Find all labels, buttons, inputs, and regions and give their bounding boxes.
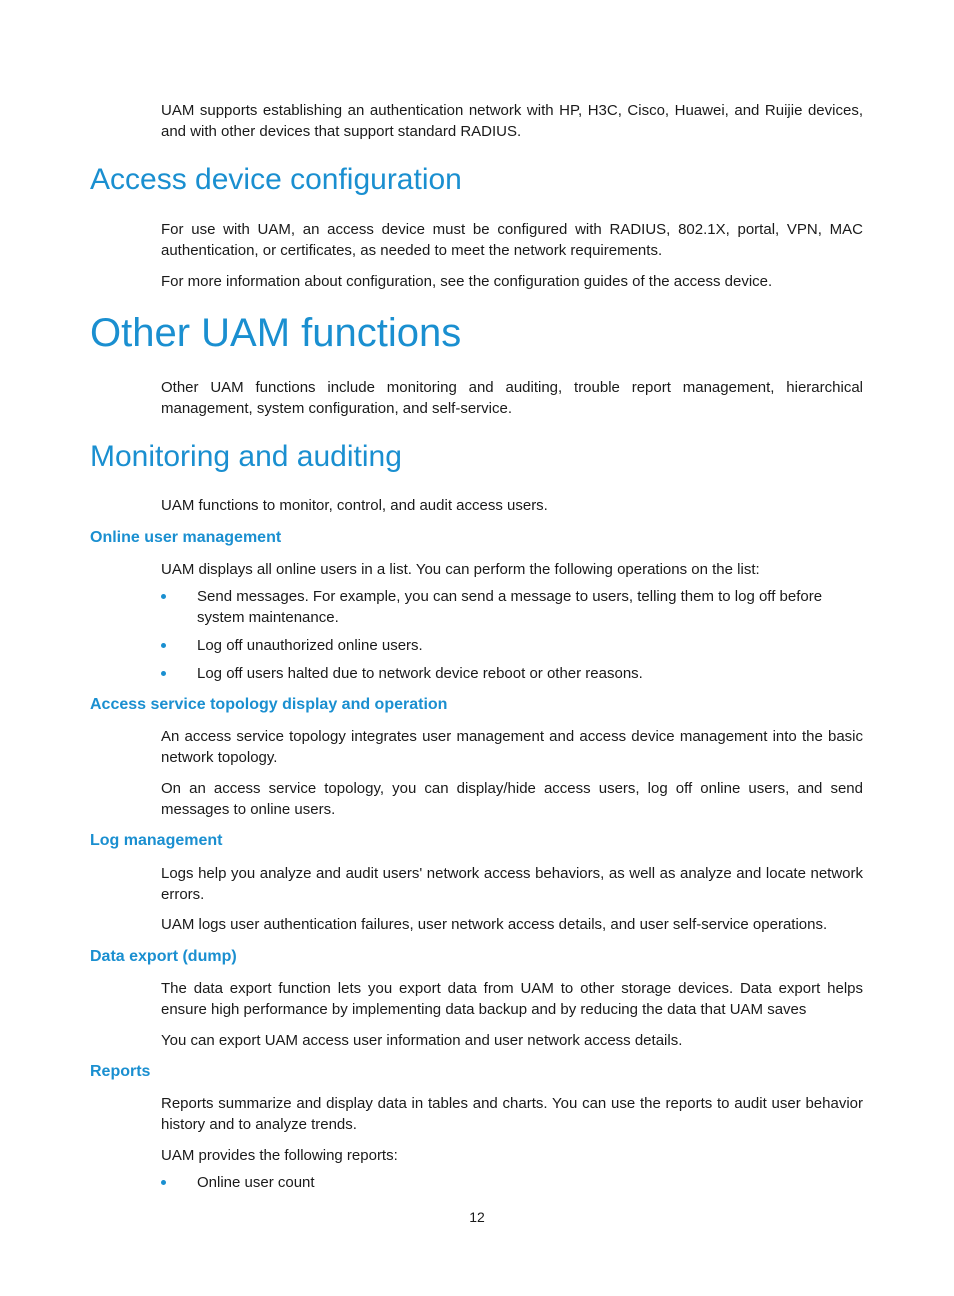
access-config-paragraph-1: For use with UAM, an access device must be configured with RADIUS, 802.1X, portal, VPN, MAC authentication, or certificates, as needed to meet the network requirements. [161, 221, 863, 259]
heading-access-device-configuration: Access device configuration [90, 163, 462, 196]
list-item [161, 663, 863, 684]
list-item-text: Log off unauthorized online users. [197, 637, 423, 654]
reports-paragraph-2: UAM provides the following reports: [161, 1147, 398, 1164]
heading-reports: Reports [90, 1063, 151, 1080]
reports-paragraph-1: Reports summarize and display data in tables and charts. You can use the reports to audit user behavior history and to analyze trends. [161, 1095, 863, 1133]
list-item-text: Log off users halted due to network device reboot or other reasons. [197, 665, 643, 682]
page-number: 12 [469, 1209, 485, 1225]
data-export-paragraph-2: You can export UAM access user information and user network access details. [161, 1032, 683, 1049]
list-item [161, 635, 863, 656]
log-paragraph-2: UAM logs user authentication failures, user network access details, and user self-service operations. [161, 916, 828, 933]
list-item [161, 1172, 863, 1193]
heading-data-export: Data export (dump) [90, 948, 237, 965]
heading-access-service-topology: Access service topology display and operation [90, 696, 448, 713]
list-item-text: Online user count [197, 1174, 315, 1191]
list-item [161, 586, 863, 628]
monitoring-paragraph: UAM functions to monitor, control, and audit access users. [161, 497, 548, 514]
list-item-text: Send messages. For example, you can send a message to users, telling them to log off before system maintenance. [197, 588, 823, 626]
other-uam-paragraph: Other UAM functions include monitoring and auditing, trouble report management, hierarchical management, system configuration, and self-service. [161, 379, 863, 417]
bullet-dot-icon [161, 1180, 166, 1185]
heading-monitoring-and-auditing: Monitoring and auditing [90, 440, 402, 473]
heading-other-uam-functions: Other UAM functions [90, 311, 462, 355]
bullet-dot-icon [161, 671, 166, 676]
log-paragraph-1: Logs help you analyze and audit users' network access behaviors, as well as analyze and locate network errors. [161, 865, 863, 903]
topology-paragraph-1: An access service topology integrates user management and access device management into the basic network topology. [161, 728, 863, 766]
online-user-paragraph: UAM displays all online users in a list. You can perform the following operations on the list: [161, 561, 760, 578]
topology-paragraph-2: On an access service topology, you can display/hide access users, log off online users, and send messages to online users. [161, 780, 863, 818]
heading-log-management: Log management [90, 832, 223, 849]
bullet-dot-icon [161, 643, 166, 648]
bullet-dot-icon [161, 594, 166, 599]
access-config-paragraph-2: For more information about configuration, see the configuration guides of the access device. [161, 273, 773, 290]
heading-online-user-management: Online user management [90, 529, 282, 546]
intro-paragraph: UAM supports establishing an authentication network with HP, H3C, Cisco, Huawei, and Ruijie devices, and with other devices that support standard RADIUS. [161, 102, 863, 140]
data-export-paragraph-1: The data export function lets you export data from UAM to other storage devices. Data export helps ensure high performance by implementing data backup and by reducing the data that UAM saves [161, 980, 863, 1018]
